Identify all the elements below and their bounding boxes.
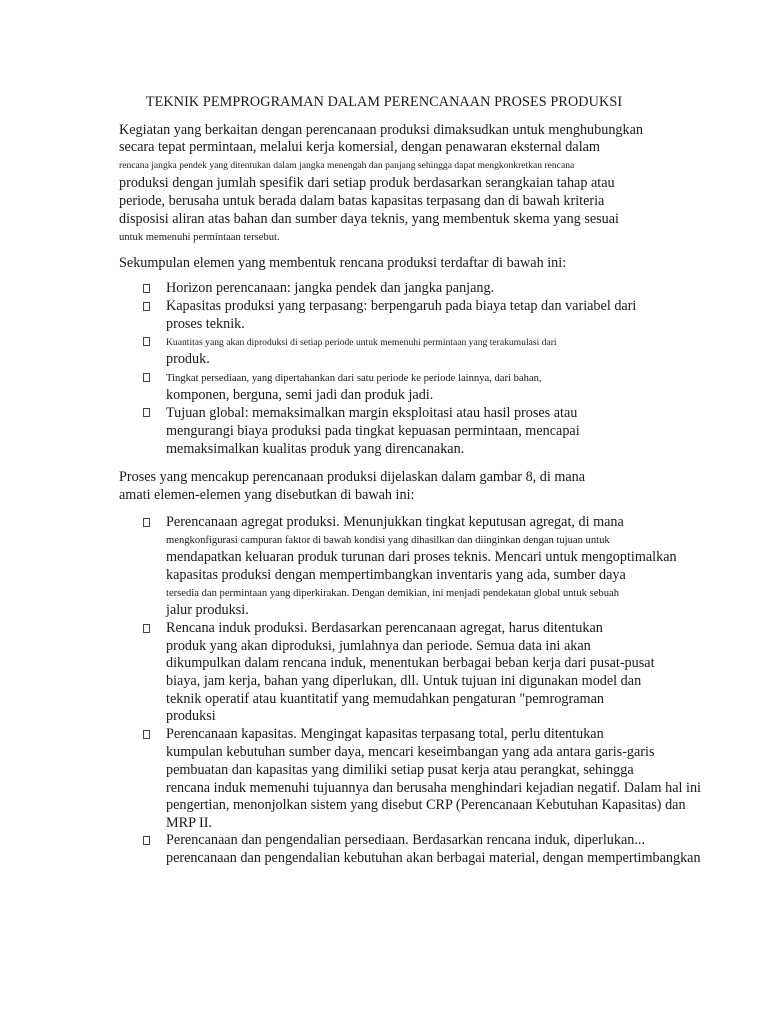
intro-line: untuk memenuhi permintaan tersebut. [119, 232, 280, 243]
document-title: TEKNIK PEMPROGRAMAN DALAM PERENCANAAN PROSES PRODUKSI [145, 94, 623, 110]
bullet-icon [143, 408, 150, 417]
list-item: Perencanaan kapasitas. Mengingat kapasitas terpasang total, perlu ditentukan [166, 726, 604, 742]
list-item: Perencanaan agregat produksi. Menunjukkan tingkat keputusan agregat, di mana [166, 514, 624, 530]
list-item-continuation: komponen, berguna, semi jadi dan produk jadi. [166, 387, 434, 403]
list-item: Perencanaan dan pengendalian persediaan. Berdasarkan rencana induk, diperlukan... [166, 832, 646, 848]
list-item-continuation: pengertian, menonjolkan sistem yang disebut CRP (Perencanaan Kebutuhan Kapasitas) dan [166, 797, 686, 813]
list-item-continuation: produk. [166, 351, 210, 367]
list-item-continuation: kapasitas produksi dengan mempertimbangkan inventaris yang ada, sumber daya [166, 567, 626, 583]
list-item-continuation: dikumpulkan dalam rencana induk, menentukan berbagai beban kerja dari pusat-pusat [166, 655, 655, 671]
process-intro-line: amati elemen-elemen yang disebutkan di bawah ini: [119, 487, 415, 503]
list-item-continuation: memaksimalkan kualitas produk yang direncanakan. [166, 441, 465, 457]
list-item-continuation: biaya, jam kerja, bahan yang diperlukan, dll. Untuk tujuan ini digunakan model dan [166, 673, 642, 689]
list-item-continuation: teknik operatif atau kuantitatif yang memudahkan pengaturan "pemrograman [166, 691, 604, 707]
list-item-continuation: kumpulan kebutuhan sumber daya, mencari keseimbangan yang ada antara garis-garis [166, 744, 655, 760]
intro-line: periode, berusaha untuk berada dalam batas kapasitas terpasang dan di bawah kriteria [119, 193, 605, 209]
list-item-continuation: mengkonfigurasi campuran faktor di bawah kondisi yang dihasilkan dan diinginkan dengan tujuan untuk [166, 535, 610, 546]
bullet-icon [143, 624, 150, 633]
list-item-continuation: mengurangi biaya produksi pada tingkat kepuasan permintaan, mencapai [166, 423, 580, 439]
list-item-continuation: proses teknik. [166, 316, 245, 332]
list-item: Rencana induk produksi. Berdasarkan perencanaan agregat, harus ditentukan [166, 620, 603, 636]
list-item: Tingkat persediaan, yang dipertahankan dari satu periode ke periode lainnya, dari bahan, [166, 373, 542, 384]
bullet-icon [143, 518, 150, 527]
list-item: Kuantitas yang akan diproduksi di setiap periode untuk memenuhi permintaan yang terakumulasi dari [166, 337, 557, 348]
intro-line: produksi dengan jumlah spesifik dari setiap produk berdasarkan serangkaian tahap atau [119, 175, 615, 191]
intro-line: disposisi aliran atas bahan dan sumber daya teknis, yang membentuk skema yang sesuai [119, 211, 619, 227]
bullet-icon [143, 730, 150, 739]
list-item-continuation: tersedia dan permintaan yang diperkirakan. Dengan demikian, ini menjadi pendekatan global untuk sebuah [166, 588, 620, 599]
intro-line: rencana jangka pendek yang ditentukan dalam jangka menengah dan panjang sehingga dapat mengkonkretkan rencana [119, 160, 575, 171]
list-item-continuation: produk yang akan diproduksi, jumlahnya dan periode. Semua data ini akan [166, 638, 591, 654]
process-intro-line: Proses yang mencakup perencanaan produksi dijelaskan dalam gambar 8, di mana [119, 469, 586, 485]
list-item-continuation: jalur produksi. [166, 602, 249, 618]
list-item-continuation: perencanaan dan pengendalian kebutuhan akan berbagai material, dengan mempertimbangkan [166, 850, 701, 866]
list-item: Tujuan global: memaksimalkan margin eksploitasi atau hasil proses atau [166, 405, 578, 421]
bullet-icon [143, 373, 150, 382]
bullet-icon [143, 337, 150, 346]
intro-line: secara tepat permintaan, melalui kerja komersial, dengan penawaran eksternal dalam [119, 139, 600, 155]
list-item-continuation: pembuatan dan kapasitas yang dimiliki setiap pusat kerja atau perangkat, sehingga [166, 762, 634, 778]
list-item-continuation: produksi [166, 708, 216, 724]
bullet-icon [143, 284, 150, 293]
list-item-continuation: MRP II. [166, 815, 212, 831]
intro-line: Kegiatan yang berkaitan dengan perencanaan produksi dimaksudkan untuk menghubungkan [119, 122, 643, 138]
list-item-continuation: rencana induk memenuhi tujuannya dan berusaha menghindari kejadian negatif. Dalam hal ini [166, 780, 701, 796]
bullet-icon [143, 836, 150, 845]
list-item-continuation: mendapatkan keluaran produk turunan dari proses teknis. Mencari untuk mengoptimalkan [166, 549, 677, 565]
bullet-icon [143, 302, 150, 311]
list-item: Horizon perencanaan: jangka pendek dan jangka panjang. [166, 280, 495, 296]
list-item: Kapasitas produksi yang terpasang: berpengaruh pada biaya tetap dan variabel dari [166, 298, 637, 314]
elements-intro: Sekumpulan elemen yang membentuk rencana produksi terdaftar di bawah ini: [119, 255, 567, 271]
